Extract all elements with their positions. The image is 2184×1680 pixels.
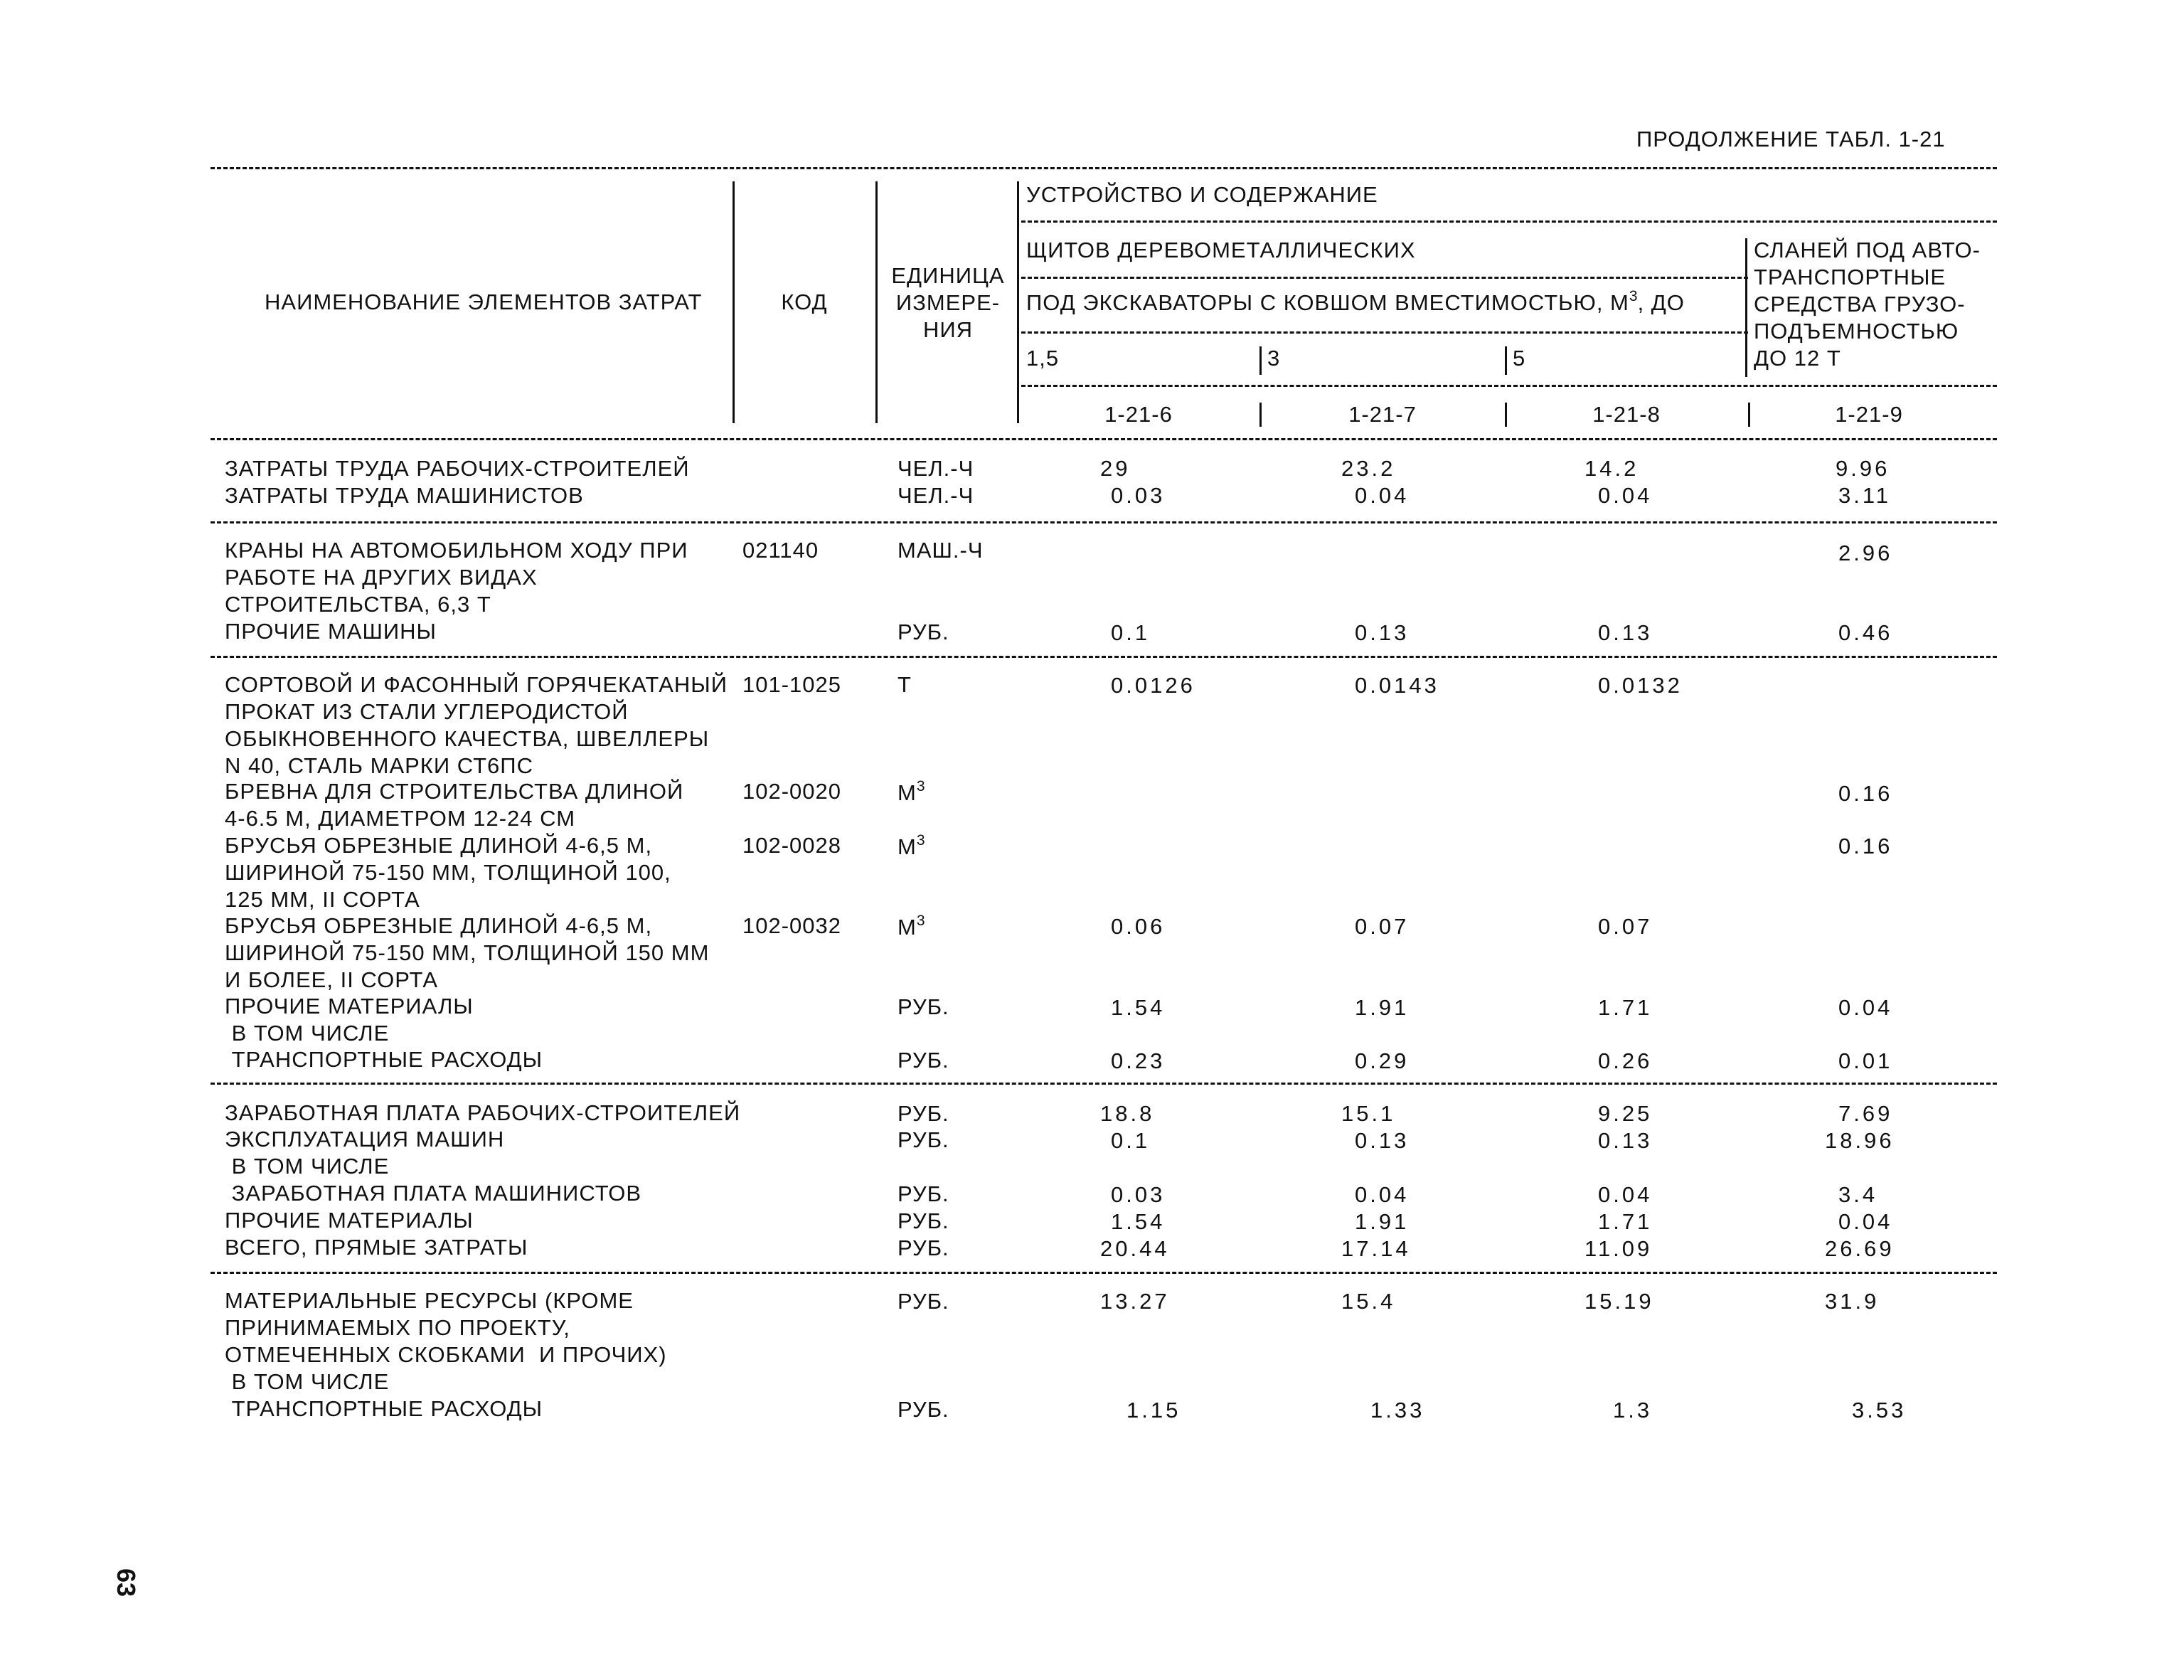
row-value: 0.07 xyxy=(1598,914,1653,939)
rule-header-2 xyxy=(1021,277,1748,279)
row-name: В ТОМ ЧИСЛЕ xyxy=(225,1369,390,1394)
row-value: 0.04 xyxy=(1598,1182,1653,1207)
row-value: 0.46 xyxy=(1838,620,1893,645)
row-value: 0.0126 xyxy=(1111,673,1195,698)
row-value: 9.96 xyxy=(1836,456,1890,481)
row-name: ТРАНСПОРТНЫЕ РАСХОДЫ xyxy=(225,1047,543,1072)
row-value: 0.06 xyxy=(1111,914,1166,939)
row-value: 17.14 xyxy=(1341,1236,1411,1261)
unit-text: М xyxy=(897,780,917,805)
row-value: 2.96 xyxy=(1838,541,1893,565)
row-unit: РУБ. xyxy=(897,1397,949,1422)
header-code-1-21-9: 1-21-9 xyxy=(1835,402,1903,427)
row-value: 7.69 xyxy=(1838,1101,1893,1126)
row-unit: РУБ. xyxy=(897,1101,949,1126)
row-value: 9.25 xyxy=(1598,1101,1653,1126)
row-value: 1.54 xyxy=(1111,995,1166,1020)
header-excavator-superscript: 3 xyxy=(1629,288,1638,304)
row-unit: РУБ. xyxy=(897,620,949,644)
row-unit: ЧЕЛ.-Ч xyxy=(897,456,974,481)
row-value: 1.3 xyxy=(1613,1398,1653,1423)
row-name: ШИРИНОЙ 75-150 ММ, ТОЛЩИНОЙ 150 ММ xyxy=(225,940,710,965)
row-value: 0.13 xyxy=(1598,1128,1653,1153)
row-value: 11.09 xyxy=(1584,1236,1653,1261)
row-name: СТРОИТЕЛЬСТВА, 6,3 Т xyxy=(225,592,491,617)
row-value: 0.29 xyxy=(1355,1048,1410,1073)
header-unit-line-2: ИЗМЕРЕ- xyxy=(895,290,1001,315)
row-value: 1.91 xyxy=(1355,1209,1410,1234)
row-value: 0.04 xyxy=(1598,483,1653,508)
row-value: 1.54 xyxy=(1111,1209,1166,1234)
row-name: РАБОТЕ НА ДРУГИХ ВИДАХ xyxy=(225,565,538,590)
header-name-column: НАИМЕНОВАНИЕ ЭЛЕМЕНТОВ ЗАТРАТ xyxy=(265,289,703,314)
header-sleds-line-2: ТРАНСПОРТНЫЕ xyxy=(1754,265,1946,289)
row-name: ПРОЧИЕ МАТЕРИАЛЫ xyxy=(225,1208,474,1233)
rule-section-3 xyxy=(211,1083,1997,1085)
rule-section-4 xyxy=(211,1272,1997,1274)
row-value: 3.4 xyxy=(1838,1182,1878,1207)
rule-header-3 xyxy=(1021,331,1748,334)
divider-code-9 xyxy=(1748,403,1750,427)
row-value: 0.04 xyxy=(1355,1182,1410,1207)
row-value: 18.8 xyxy=(1100,1101,1155,1126)
row-unit: РУБ. xyxy=(897,1289,949,1314)
row-name: В ТОМ ЧИСЛЕ xyxy=(225,1154,390,1179)
row-name: БРЕВНА ДЛЯ СТРОИТЕЛЬСТВА ДЛИНОЙ xyxy=(225,779,684,804)
row-value: 0.13 xyxy=(1355,1128,1410,1153)
row-value: 23.2 xyxy=(1341,456,1396,481)
rule-section-2 xyxy=(211,656,1997,658)
row-value: 0.13 xyxy=(1355,620,1410,645)
header-sleds-line-3: СРЕДСТВА ГРУЗО- xyxy=(1754,292,1966,317)
row-value: 0.04 xyxy=(1838,995,1893,1020)
row-value: 13.27 xyxy=(1100,1289,1170,1314)
row-name: БРУСЬЯ ОБРЕЗНЫЕ ДЛИНОЙ 4-6,5 М, xyxy=(225,913,653,938)
header-code-1-21-7: 1-21-7 xyxy=(1348,402,1417,427)
row-unit: МАШ.-Ч xyxy=(897,538,984,563)
rule-header-bottom xyxy=(211,438,1997,440)
header-shields-title: ЩИТОВ ДЕРЕВОМЕТАЛЛИЧЕСКИХ xyxy=(1026,238,1416,262)
row-name: ЗАТРАТЫ ТРУДА РАБОЧИХ-СТРОИТЕЛЕЙ xyxy=(225,456,690,481)
row-value: 20.44 xyxy=(1100,1236,1170,1261)
header-unit-line-3: НИЯ xyxy=(922,317,974,342)
header-group-title: УСТРОЙСТВО И СОДЕРЖАНИЕ xyxy=(1026,182,1378,207)
row-name: ПРОЧИЕ МАШИНЫ xyxy=(225,619,437,644)
row-unit xyxy=(897,780,925,809)
rule-top xyxy=(211,167,1997,169)
row-unit: РУБ. xyxy=(897,994,949,1019)
row-value: 0.01 xyxy=(1838,1048,1893,1073)
row-value: 0.13 xyxy=(1598,620,1653,645)
row-value: 1.91 xyxy=(1355,995,1410,1020)
rule-header-1 xyxy=(1021,220,1997,223)
row-name: ЗАТРАТЫ ТРУДА МАШИНИСТОВ xyxy=(225,483,584,508)
row-unit: Т xyxy=(897,672,912,697)
divider-cap-5 xyxy=(1505,346,1507,375)
row-value: 14.2 xyxy=(1584,456,1639,481)
row-name: КРАНЫ НА АВТОМОБИЛЬНОМ ХОДУ ПРИ xyxy=(225,538,688,563)
unit-text: М xyxy=(897,834,917,859)
row-unit: ЧЕЛ.-Ч xyxy=(897,483,974,508)
row-value: 26.69 xyxy=(1825,1236,1895,1261)
row-value: 0.04 xyxy=(1355,483,1410,508)
row-unit: РУБ. xyxy=(897,1181,949,1206)
divider-code-unit xyxy=(875,181,878,423)
row-value: 0.26 xyxy=(1598,1048,1653,1073)
row-value: 0.07 xyxy=(1355,914,1410,939)
row-value: 0.1 xyxy=(1111,620,1151,645)
row-value: 0.0143 xyxy=(1355,673,1439,698)
header-code-column: КОД xyxy=(781,289,828,314)
row-value: 0.16 xyxy=(1838,834,1893,858)
row-name: МАТЕРИАЛЬНЫЕ РЕСУРСЫ (КРОМЕ xyxy=(225,1288,634,1313)
header-capacity-3: 3 xyxy=(1267,346,1281,371)
divider-name-code xyxy=(733,181,735,423)
row-unit xyxy=(897,915,925,943)
rule-header-4 xyxy=(1021,385,1997,387)
row-name: И БОЛЕЕ, II СОРТА xyxy=(225,967,439,992)
row-value: 15.4 xyxy=(1341,1289,1396,1314)
header-sleds-line-1: СЛАНЕЙ ПОД АВТО- xyxy=(1754,238,1981,262)
row-code: 102-0032 xyxy=(742,913,842,938)
header-excavator-title xyxy=(1026,290,1685,319)
row-name: В ТОМ ЧИСЛЕ xyxy=(225,1021,390,1046)
divider-code-8 xyxy=(1505,403,1507,427)
header-excavator-suffix: , ДО xyxy=(1637,290,1685,315)
row-code: 102-0020 xyxy=(742,779,842,804)
row-value: 0.16 xyxy=(1838,781,1893,806)
row-value: 15.19 xyxy=(1584,1289,1654,1314)
row-value: 0.04 xyxy=(1838,1209,1893,1234)
row-value: 1.15 xyxy=(1126,1398,1181,1423)
row-name: ЗАРАБОТНАЯ ПЛАТА МАШИНИСТОВ xyxy=(225,1181,642,1206)
row-value: 1.71 xyxy=(1598,1209,1653,1234)
row-value: 18.96 xyxy=(1825,1128,1895,1153)
row-value: 0.03 xyxy=(1111,1182,1166,1207)
row-code: 021140 xyxy=(742,538,819,563)
row-value: 15.1 xyxy=(1341,1101,1396,1126)
row-unit: РУБ. xyxy=(897,1208,949,1233)
header-code-1-21-6: 1-21-6 xyxy=(1104,402,1173,427)
table-reference: ПРОДОЛЖЕНИЕ ТАБЛ. 1-21 xyxy=(1636,127,1946,151)
row-unit: РУБ. xyxy=(897,1048,949,1073)
row-name: ШИРИНОЙ 75-150 ММ, ТОЛЩИНОЙ 100, xyxy=(225,860,671,885)
divider-code-7 xyxy=(1259,403,1262,427)
header-unit-line-1: ЕДИНИЦА xyxy=(891,263,1005,288)
row-value: 31.9 xyxy=(1825,1289,1880,1314)
row-unit: РУБ. xyxy=(897,1235,949,1260)
row-value: 29 xyxy=(1100,456,1131,481)
row-code: 102-0028 xyxy=(742,833,842,858)
row-value: 0.0132 xyxy=(1598,673,1683,698)
page-number: 63 xyxy=(112,1568,141,1597)
row-name: 4-6.5 М, ДИАМЕТРОМ 12-24 СМ xyxy=(225,806,576,831)
divider-cap-3 xyxy=(1259,346,1262,375)
row-value: 3.11 xyxy=(1838,483,1892,508)
row-value: 0.03 xyxy=(1111,483,1166,508)
row-name: ПРОКАТ ИЗ СТАЛИ УГЛЕРОДИСТОЙ xyxy=(225,699,629,724)
row-value: 0.23 xyxy=(1111,1048,1166,1073)
row-name: СОРТОВОЙ И ФАСОННЫЙ ГОРЯЧЕКАТАНЫЙ xyxy=(225,672,728,697)
header-capacity-5: 5 xyxy=(1513,346,1526,371)
unit-text: М xyxy=(897,915,917,940)
row-name: N 40, СТАЛЬ МАРКИ СТ6ПС xyxy=(225,753,533,778)
divider-unit-values xyxy=(1017,181,1019,423)
row-code: 101-1025 xyxy=(742,672,842,697)
row-name: ПРОЧИЕ МАТЕРИАЛЫ xyxy=(225,994,474,1019)
row-value: 1.33 xyxy=(1370,1398,1425,1423)
row-value: 1.71 xyxy=(1598,995,1653,1020)
header-excavator-text: ПОД ЭКСКАВАТОРЫ С КОВШОМ ВМЕСТИМОСТЬЮ, М xyxy=(1026,290,1629,315)
rule-section-1 xyxy=(211,521,1997,523)
row-name: БРУСЬЯ ОБРЕЗНЫЕ ДЛИНОЙ 4-6,5 М, xyxy=(225,833,653,858)
row-name: ПРИНИМАЕМЫХ ПО ПРОЕКТУ, xyxy=(225,1315,570,1340)
unit-superscript: 3 xyxy=(916,778,925,794)
divider-sleds xyxy=(1745,238,1747,377)
row-name: ОБЫКНОВЕННОГО КАЧЕСТВА, ШВЕЛЛЕРЫ xyxy=(225,726,710,751)
row-name: ЗАРАБОТНАЯ ПЛАТА РАБОЧИХ-СТРОИТЕЛЕЙ xyxy=(225,1100,741,1125)
row-name: ЭКСПЛУАТАЦИЯ МАШИН xyxy=(225,1127,505,1152)
row-name: 125 ММ, II СОРТА xyxy=(225,887,420,912)
row-value: 3.53 xyxy=(1852,1398,1907,1423)
unit-superscript: 3 xyxy=(916,913,925,929)
header-sleds-line-5: ДО 12 Т xyxy=(1754,346,1841,371)
row-unit: РУБ. xyxy=(897,1127,949,1152)
row-value: 0.1 xyxy=(1111,1128,1151,1153)
header-capacity-1-5: 1,5 xyxy=(1026,346,1060,371)
unit-superscript: 3 xyxy=(916,832,925,849)
header-sleds-line-4: ПОДЪЕМНОСТЬЮ xyxy=(1754,319,1959,344)
row-unit xyxy=(897,834,925,863)
row-name: ТРАНСПОРТНЫЕ РАСХОДЫ xyxy=(225,1396,543,1421)
row-name: ВСЕГО, ПРЯМЫЕ ЗАТРАТЫ xyxy=(225,1235,528,1260)
header-code-1-21-8: 1-21-8 xyxy=(1592,402,1661,427)
row-name: ОТМЕЧЕННЫХ СКОБКАМИ И ПРОЧИХ) xyxy=(225,1342,667,1367)
